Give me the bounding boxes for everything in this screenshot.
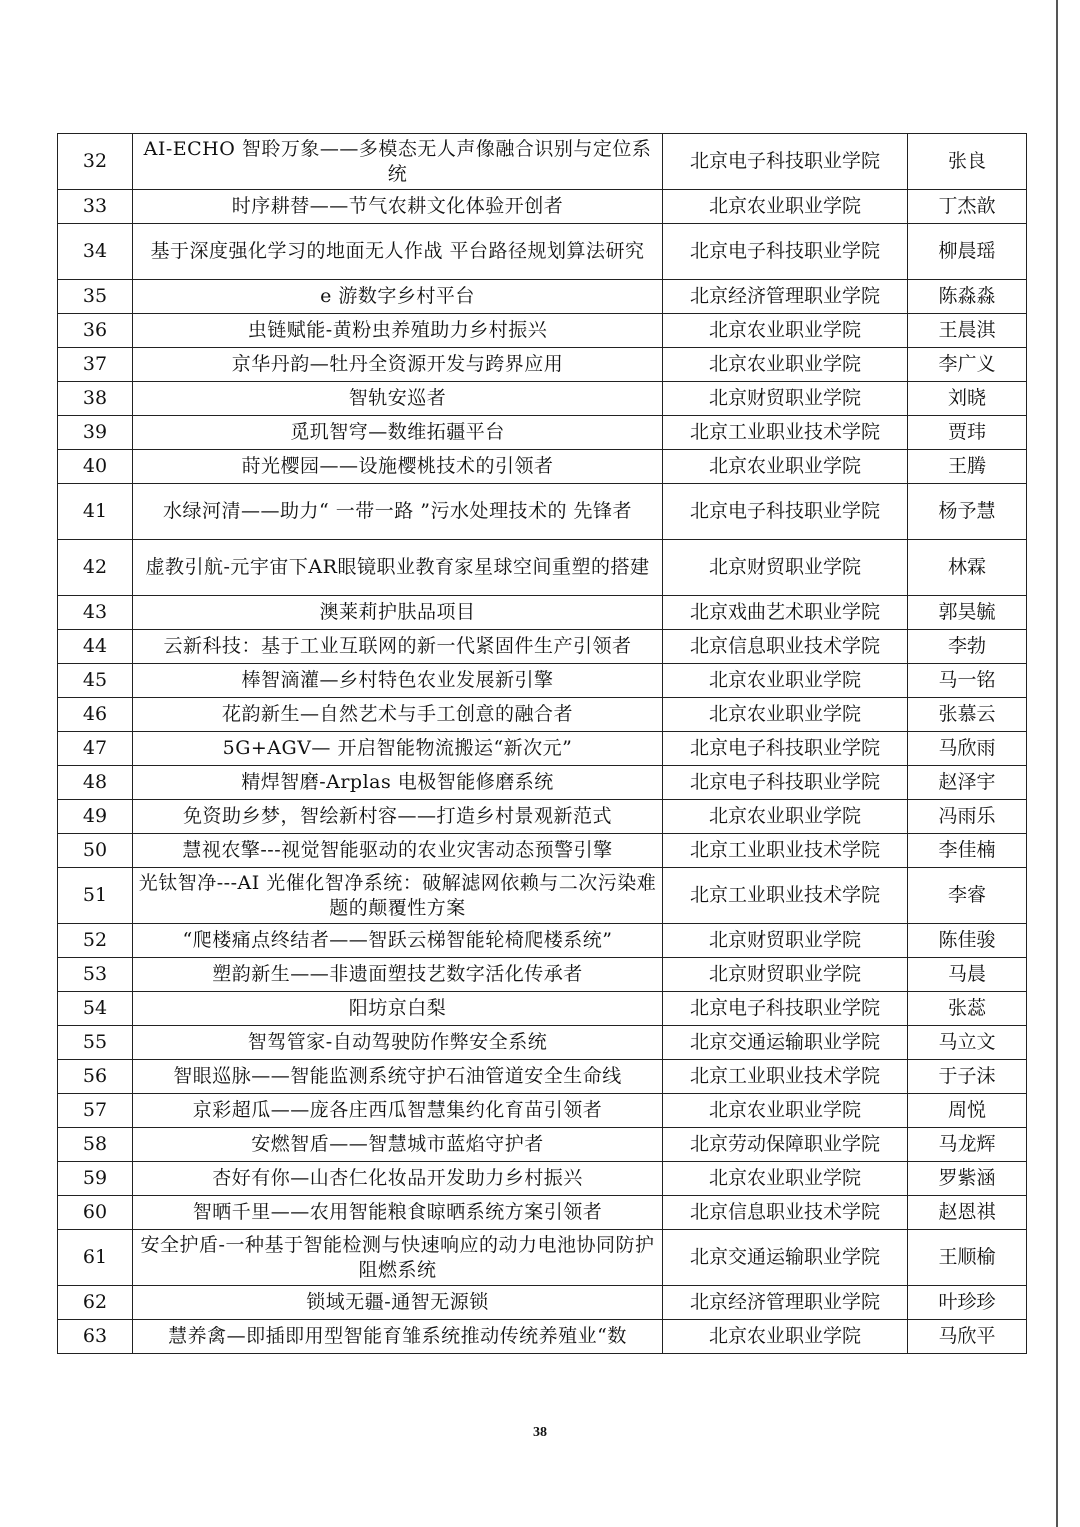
school-name: 北京工业职业技术学院 [663, 834, 908, 868]
school-name: 北京农业职业学院 [663, 664, 908, 698]
school-name: 北京电子科技职业学院 [663, 766, 908, 800]
project-name: 棒智滴灌—乡村特色农业发展新引擎 [133, 664, 663, 698]
project-name: 5G+AGV— 开启智能物流搬运“新次元” [133, 732, 663, 766]
row-number: 62 [58, 1286, 133, 1320]
leader-name: 李佳楠 [908, 834, 1027, 868]
row-number: 46 [58, 698, 133, 732]
row-number: 54 [58, 992, 133, 1026]
table-row [58, 224, 1027, 280]
school-name: 北京财贸职业学院 [663, 540, 908, 596]
page-number: 38 [533, 1425, 547, 1440]
row-number: 55 [58, 1026, 133, 1060]
project-table [57, 133, 1027, 1354]
leader-name: 王腾 [908, 450, 1027, 484]
leader-name: 马一铭 [908, 664, 1027, 698]
table-row [58, 450, 1027, 484]
row-number: 36 [58, 314, 133, 348]
school-name: 北京电子科技职业学院 [663, 224, 908, 280]
school-name: 北京财贸职业学院 [663, 382, 908, 416]
school-name: 北京戏曲艺术职业学院 [663, 596, 908, 630]
project-name: 慧视农擎---视觉智能驱动的农业灾害动态预警引擎 [133, 834, 663, 868]
project-name: 智晒千里——农用智能粮食晾晒系统方案引领者 [133, 1196, 663, 1230]
school-name: 北京经济管理职业学院 [663, 280, 908, 314]
table-row [58, 800, 1027, 834]
table-row [58, 382, 1027, 416]
leader-name: 贾玮 [908, 416, 1027, 450]
page-edge-line [1056, 0, 1058, 1527]
school-name: 北京经济管理职业学院 [663, 1286, 908, 1320]
project-name: 澳莱莉护肤品项目 [133, 596, 663, 630]
table-row [58, 1196, 1027, 1230]
row-number: 39 [58, 416, 133, 450]
leader-name: 张慕云 [908, 698, 1027, 732]
project-name: 阳坊京白梨 [133, 992, 663, 1026]
school-name: 北京农业职业学院 [663, 314, 908, 348]
school-name: 北京农业职业学院 [663, 698, 908, 732]
leader-name: 刘晓 [908, 382, 1027, 416]
leader-name: 叶珍珍 [908, 1286, 1027, 1320]
row-number: 61 [58, 1230, 133, 1286]
table-row [58, 134, 1027, 190]
row-number: 34 [58, 224, 133, 280]
row-number: 48 [58, 766, 133, 800]
table-row [58, 1094, 1027, 1128]
leader-name: 杨予慧 [908, 484, 1027, 540]
school-name: 北京农业职业学院 [663, 450, 908, 484]
row-number: 59 [58, 1162, 133, 1196]
table-row [58, 1128, 1027, 1162]
leader-name: 于子沫 [908, 1060, 1027, 1094]
school-name: 北京信息职业技术学院 [663, 1196, 908, 1230]
project-name: 智驾管家-自动驾驶防作弊安全系统 [133, 1026, 663, 1060]
table-row [58, 766, 1027, 800]
leader-name: 李广义 [908, 348, 1027, 382]
table-row [58, 834, 1027, 868]
leader-name: 马欣平 [908, 1320, 1027, 1354]
leader-name: 林霖 [908, 540, 1027, 596]
project-name: 智眼巡脉——智能监测系统守护石油管道安全生命线 [133, 1060, 663, 1094]
row-number: 43 [58, 596, 133, 630]
project-name: 莳光樱园——设施樱桃技术的引领者 [133, 450, 663, 484]
school-name: 北京农业职业学院 [663, 348, 908, 382]
leader-name: 马立文 [908, 1026, 1027, 1060]
table-row [58, 280, 1027, 314]
school-name: 北京农业职业学院 [663, 190, 908, 224]
leader-name: 李勃 [908, 630, 1027, 664]
project-name: 精焊智磨-Arplas 电极智能修磨系统 [133, 766, 663, 800]
school-name: 北京电子科技职业学院 [663, 992, 908, 1026]
project-name: 智轨安巡者 [133, 382, 663, 416]
leader-name: 赵恩祺 [908, 1196, 1027, 1230]
table-row [58, 992, 1027, 1026]
school-name: 北京财贸职业学院 [663, 958, 908, 992]
table-row [58, 596, 1027, 630]
leader-name: 马欣雨 [908, 732, 1027, 766]
project-name: 安全护盾-一种基于智能检测与快速响应的动力电池协同防护阻燃系统 [133, 1230, 663, 1286]
school-name: 北京农业职业学院 [663, 1094, 908, 1128]
row-number: 63 [58, 1320, 133, 1354]
row-number: 38 [58, 382, 133, 416]
row-number: 60 [58, 1196, 133, 1230]
leader-name: 王晨淇 [908, 314, 1027, 348]
leader-name: 柳晨瑶 [908, 224, 1027, 280]
row-number: 41 [58, 484, 133, 540]
table-row [58, 698, 1027, 732]
leader-name: 马晨 [908, 958, 1027, 992]
table-row [58, 484, 1027, 540]
table-row [58, 416, 1027, 450]
leader-name: 陈佳骏 [908, 924, 1027, 958]
table-row [58, 924, 1027, 958]
table-row [58, 1026, 1027, 1060]
project-name: 虚教引航-元宇宙下AR眼镜职业教育家星球空间重塑的搭建 [133, 540, 663, 596]
school-name: 北京电子科技职业学院 [663, 134, 908, 190]
leader-name: 李睿 [908, 868, 1027, 924]
leader-name: 罗紫涵 [908, 1162, 1027, 1196]
row-number: 49 [58, 800, 133, 834]
table-row [58, 348, 1027, 382]
project-name: 免资助乡梦，智绘新村容——打造乡村景观新范式 [133, 800, 663, 834]
table-row [58, 1286, 1027, 1320]
table-row [58, 1060, 1027, 1094]
leader-name: 陈淼淼 [908, 280, 1027, 314]
table-row [58, 732, 1027, 766]
leader-name: 郭昊毓 [908, 596, 1027, 630]
project-name: 光钛智净---AI 光催化智净系统：破解滤网依赖与二次污染难题的颠覆性方案 [133, 868, 663, 924]
project-name: 慧养禽—即插即用型智能育雏系统推动传统养殖业“数 [133, 1320, 663, 1354]
project-name: “爬楼痛点终结者——智跃云梯智能轮椅爬楼系统” [133, 924, 663, 958]
school-name: 北京农业职业学院 [663, 800, 908, 834]
table-row [58, 1230, 1027, 1286]
project-name: 京彩超瓜——庞各庄西瓜智慧集约化育苗引领者 [133, 1094, 663, 1128]
table-row [58, 1162, 1027, 1196]
row-number: 57 [58, 1094, 133, 1128]
school-name: 北京工业职业技术学院 [663, 1060, 908, 1094]
table-row [58, 868, 1027, 924]
row-number: 44 [58, 630, 133, 664]
project-name: 时序耕替——节气农耕文化体验开创者 [133, 190, 663, 224]
project-name: e 游数字乡村平台 [133, 280, 663, 314]
table-row [58, 958, 1027, 992]
project-name: 觅玑智穹—数维拓疆平台 [133, 416, 663, 450]
school-name: 北京电子科技职业学院 [663, 732, 908, 766]
project-name: 杏好有你—山杏仁化妆品开发助力乡村振兴 [133, 1162, 663, 1196]
project-name: 锁域无疆-通智无源锁 [133, 1286, 663, 1320]
row-number: 53 [58, 958, 133, 992]
leader-name: 赵泽宇 [908, 766, 1027, 800]
project-name: 安燃智盾——智慧城市蓝焰守护者 [133, 1128, 663, 1162]
row-number: 33 [58, 190, 133, 224]
school-name: 北京农业职业学院 [663, 1320, 908, 1354]
row-number: 50 [58, 834, 133, 868]
table-row [58, 314, 1027, 348]
leader-name: 周悦 [908, 1094, 1027, 1128]
project-name: 虫链赋能-黄粉虫养殖助力乡村振兴 [133, 314, 663, 348]
leader-name: 马龙辉 [908, 1128, 1027, 1162]
row-number: 45 [58, 664, 133, 698]
school-name: 北京财贸职业学院 [663, 924, 908, 958]
leader-name: 王顺榆 [908, 1230, 1027, 1286]
school-name: 北京电子科技职业学院 [663, 484, 908, 540]
school-name: 北京农业职业学院 [663, 1162, 908, 1196]
school-name: 北京劳动保障职业学院 [663, 1128, 908, 1162]
leader-name: 张蕊 [908, 992, 1027, 1026]
leader-name: 张良 [908, 134, 1027, 190]
project-name: 塑韵新生——非遗面塑技艺数字活化传承者 [133, 958, 663, 992]
leader-name: 丁杰歆 [908, 190, 1027, 224]
school-name: 北京工业职业技术学院 [663, 868, 908, 924]
school-name: 北京信息职业技术学院 [663, 630, 908, 664]
project-name: 云新科技：基于工业互联网的新一代紧固件生产引领者 [133, 630, 663, 664]
table-row [58, 630, 1027, 664]
table-row [58, 664, 1027, 698]
row-number: 32 [58, 134, 133, 190]
table-row [58, 190, 1027, 224]
project-name: AI-ECHO 智聆万象——多模态无人声像融合识别与定位系统 [133, 134, 663, 190]
project-name: 水绿河清——助力“ 一带一路 ”污水处理技术的 先锋者 [133, 484, 663, 540]
row-number: 40 [58, 450, 133, 484]
row-number: 56 [58, 1060, 133, 1094]
leader-name: 冯雨乐 [908, 800, 1027, 834]
row-number: 42 [58, 540, 133, 596]
project-name: 花韵新生—自然艺术与手工创意的融合者 [133, 698, 663, 732]
table-row [58, 540, 1027, 596]
school-name: 北京交通运输职业学院 [663, 1230, 908, 1286]
row-number: 58 [58, 1128, 133, 1162]
school-name: 北京工业职业技术学院 [663, 416, 908, 450]
row-number: 37 [58, 348, 133, 382]
table-row [58, 1320, 1027, 1354]
row-number: 35 [58, 280, 133, 314]
row-number: 51 [58, 868, 133, 924]
project-name: 京华丹韵—牡丹全资源开发与跨界应用 [133, 348, 663, 382]
school-name: 北京交通运输职业学院 [663, 1026, 908, 1060]
row-number: 52 [58, 924, 133, 958]
project-name: 基于深度强化学习的地面无人作战 平台路径规划算法研究 [133, 224, 663, 280]
row-number: 47 [58, 732, 133, 766]
